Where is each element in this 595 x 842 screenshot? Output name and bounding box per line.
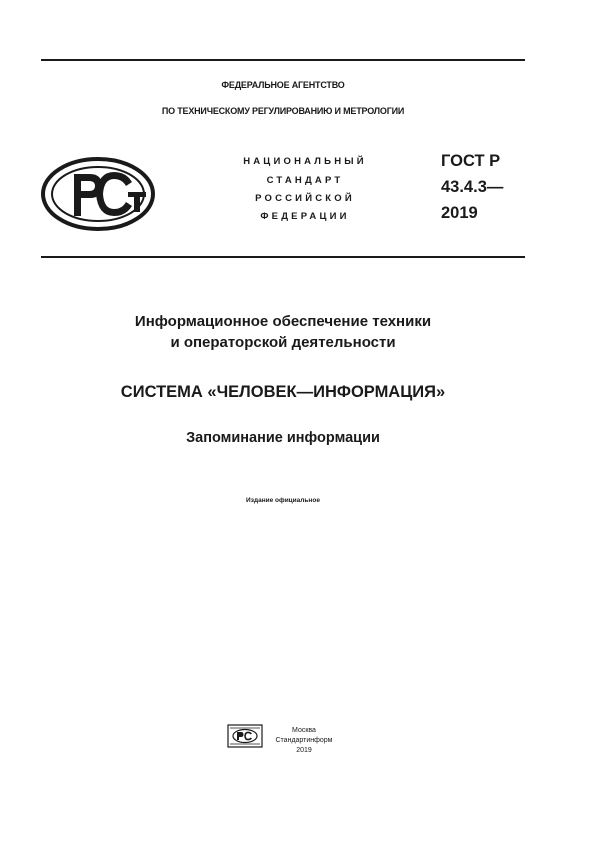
subtitle: Запоминание информации (186, 430, 380, 446)
rst-logo-icon (40, 156, 158, 232)
title-line-2: и операторской деятельности (170, 334, 396, 351)
title-line-1: Информационное обеспечение техники (134, 313, 432, 330)
designation-line-1: ГОСТ Р (441, 152, 501, 170)
top-rule (41, 59, 525, 61)
standard-line-1: НАЦИОНАЛЬНЫЙ (243, 156, 367, 167)
publisher-city: Москва (292, 727, 316, 734)
agency-line-1: ФЕДЕРАЛЬНОЕ АГЕНТСТВО (221, 80, 345, 90)
agency-line-2: ПО ТЕХНИЧЕСКОМУ РЕГУЛИРОВАНИЮ И МЕТРОЛОГИИ (161, 106, 405, 116)
publisher-name: Стандартинформ (275, 737, 333, 744)
system-title: СИСТЕМА «ЧЕЛОВЕК—ИНФОРМАЦИЯ» (120, 383, 446, 401)
standard-line-2: СТАНДАРТ (266, 175, 344, 186)
designation-line-3: 2019 (441, 204, 478, 222)
designation-line-2: 43.4.3— (441, 178, 504, 196)
standartinform-logo-icon (227, 724, 263, 748)
standard-line-4: ФЕДЕРАЦИИ (260, 211, 350, 222)
middle-rule (41, 256, 525, 258)
edition-note: Издание официальное (246, 497, 320, 504)
standard-line-3: РОССИЙСКОЙ (255, 193, 355, 204)
publisher-year: 2019 (296, 747, 312, 754)
